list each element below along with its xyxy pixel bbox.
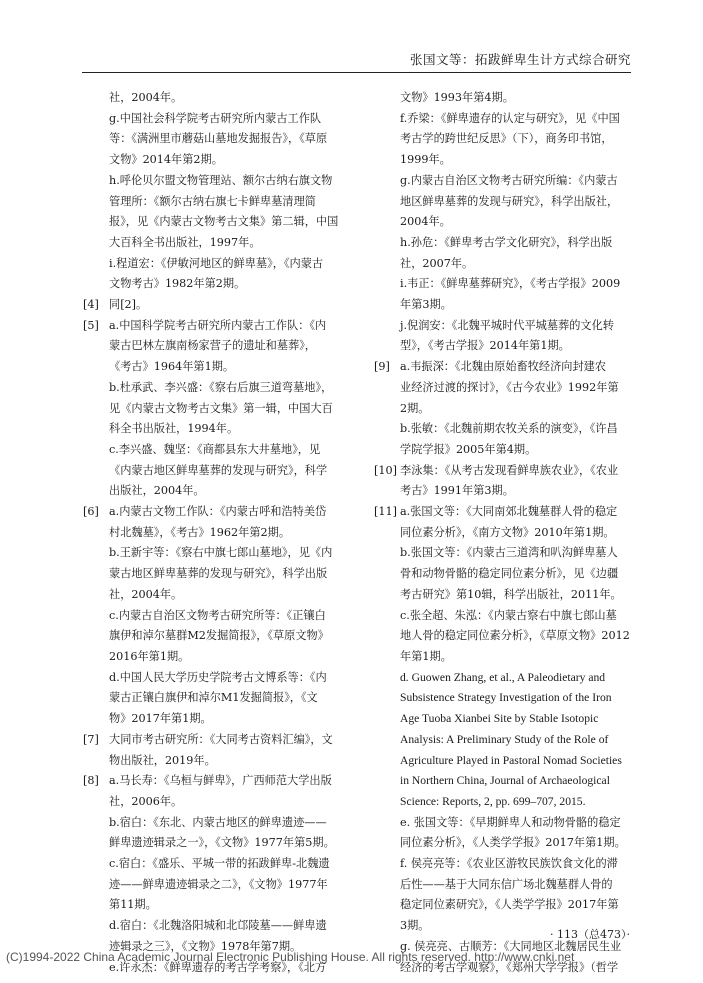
reference-line: 稳定同位素研究》，《人类学学报》2017年第 xyxy=(400,898,619,912)
reference-line: c.内蒙古自治区文物考古研究所等：《正镶白 xyxy=(109,608,326,622)
reference-line: b.王新宇等：《察右中旗七郎山墓地》，见《内 xyxy=(109,546,333,560)
reference-line: a.张国文等：《大同南郊北魏墓群人骨的稳定 xyxy=(400,505,618,519)
reference-entry xyxy=(374,233,636,274)
reference-line: 《内蒙古地区鲜卑墓葬的发现与研究》，科学 xyxy=(109,463,328,477)
reference-entry xyxy=(83,109,367,171)
reference-line: 地区鲜卑墓葬的发现与研究》，科学出版社， xyxy=(400,194,619,208)
reference-number xyxy=(83,543,109,605)
reference-text xyxy=(109,88,367,109)
reference-line: Subsistence Strategy Investigation of the Iron xyxy=(400,691,612,705)
reference-line: 2016年第1期。 xyxy=(109,649,190,663)
reference-line: g.中国社会科学院考古研究所内蒙古工作队 xyxy=(109,111,322,125)
reference-line: 地人骨的稳定同位素分析》，《草原文物》2012 xyxy=(400,629,630,643)
reference-entry xyxy=(83,378,367,440)
reference-entry xyxy=(83,254,367,295)
reference-entry xyxy=(83,316,367,378)
reference-text xyxy=(400,813,636,854)
reference-text xyxy=(109,543,367,605)
reference-text xyxy=(109,316,367,378)
reference-number xyxy=(374,813,400,854)
reference-line: 大百科全书出版社，1997年。 xyxy=(109,235,261,249)
reference-line: 年第3期。 xyxy=(400,298,452,312)
reference-line: 2004年。 xyxy=(400,215,451,229)
reference-line: 出版社，2004年。 xyxy=(109,484,205,498)
reference-number: [11] xyxy=(374,505,397,519)
reference-number xyxy=(83,440,109,502)
reference-line: b.杜承武、李兴盛：《察右后旗三道弯墓地》， xyxy=(109,380,333,394)
reference-line: j.倪润安：《北魏平城时代平城墓葬的文化转 xyxy=(400,318,614,332)
reference-line: 物出版社，2019年。 xyxy=(109,753,216,767)
reference-line: 文物》1993年第4期。 xyxy=(400,91,514,104)
reference-line: 文物考古》1982年第2期。 xyxy=(109,277,246,291)
reference-entry xyxy=(374,316,636,357)
reference-text xyxy=(109,771,367,812)
reference-line: e.许永杰：《鲜卑遗存的考古学考察》，《北方 xyxy=(109,960,327,974)
reference-line: e. 张国文等：《早期鲜卑人和动物骨骼的稳定 xyxy=(400,815,621,829)
reference-text xyxy=(400,668,636,813)
reference-text xyxy=(109,606,367,668)
reference-text xyxy=(109,109,367,171)
running-header xyxy=(0,48,703,72)
reference-line: g. 侯亮亮、古顺芳：《大同地区北魏居民生业 xyxy=(400,939,622,953)
reference-number: [4] xyxy=(83,298,99,312)
reference-number xyxy=(83,109,109,171)
reference-entry xyxy=(374,502,636,543)
reference-text xyxy=(400,461,636,502)
reference-number xyxy=(83,254,109,295)
reference-line: 考古》1991年第3期。 xyxy=(400,484,514,498)
reference-line: 社，2007年。 xyxy=(400,256,474,270)
reference-number xyxy=(374,606,400,668)
reference-text xyxy=(400,88,636,109)
reference-line: 《考古》1964年第1期。 xyxy=(109,360,235,374)
reference-line: 2期。 xyxy=(400,401,430,415)
reference-text xyxy=(109,854,367,916)
reference-line: g.内蒙古自治区文物考古研究所编：《内蒙古 xyxy=(400,173,618,187)
reference-number xyxy=(374,88,400,109)
reference-line: 蒙古巴林左旗南杨家营子的遗址和墓葬》， xyxy=(109,339,316,353)
reference-text xyxy=(400,233,636,274)
reference-line: 等：《满洲里市蘑菇山墓地发掘报告》，《草原 xyxy=(109,132,328,146)
reference-text xyxy=(109,813,367,854)
reference-number xyxy=(374,109,400,171)
reference-text xyxy=(400,171,636,233)
reference-line: h.呼伦贝尔盟文物管理站、额尔古纳右旗文物 xyxy=(109,173,333,187)
reference-line: 大同市考古研究所：《大同考古资料汇编》，文 xyxy=(109,732,333,746)
reference-text xyxy=(109,730,367,771)
reference-entry xyxy=(83,730,367,771)
reference-text xyxy=(400,316,636,357)
reference-line: 业经济过渡的探讨》，《古今农业》1992年第 xyxy=(400,380,619,394)
reference-number xyxy=(83,171,109,254)
reference-line: 型》，《考古学报》2014年第1期。 xyxy=(400,339,570,353)
reference-number xyxy=(83,668,109,730)
reference-entry xyxy=(374,813,636,854)
reference-line: f.乔梁：《鲜卑遗存的认定与研究》，见《中国 xyxy=(400,111,620,125)
reference-line: 3期。 xyxy=(400,919,430,933)
reference-number xyxy=(83,813,109,854)
reference-text xyxy=(109,502,367,543)
reference-line: 考古学的跨世纪反思》（下），商务印书馆， xyxy=(400,132,613,146)
reference-line: 1999年。 xyxy=(400,153,451,167)
reference-line: 见《内蒙古文物考古文集》第一辑，中国大百 xyxy=(109,401,333,415)
reference-entry xyxy=(374,543,636,605)
reference-line: 物》2017年第1期。 xyxy=(109,712,212,726)
reference-number xyxy=(374,668,400,813)
reference-number: [5] xyxy=(83,318,99,332)
reference-line: 社，2004年。 xyxy=(109,91,183,104)
reference-entry xyxy=(374,109,636,171)
reference-line: 社，2006年。 xyxy=(109,794,183,808)
reference-text xyxy=(109,668,367,730)
reference-entry xyxy=(83,854,367,916)
reference-number xyxy=(374,171,400,233)
reference-entry xyxy=(374,854,636,937)
reference-entry xyxy=(83,88,367,109)
reference-entry xyxy=(374,88,636,109)
reference-line: 李泳集：《从考古发现看鲜卑族农业》，《农业 xyxy=(400,463,619,477)
reference-number xyxy=(374,233,400,274)
reference-line: b.宿白：《东北、内蒙古地区的鲜卑遗迹—— xyxy=(109,815,327,829)
reference-line: 第11期。 xyxy=(109,898,157,912)
reference-line: 社，2004年。 xyxy=(109,587,183,601)
reference-line: c.张全超、朱泓：《内蒙古察右中旗七郎山墓 xyxy=(400,608,617,622)
reference-entry xyxy=(83,668,367,730)
reference-line: h.孙危：《鲜卑考古学文化研究》，科学出版 xyxy=(400,235,613,249)
reference-line: 蒙古正镶白旗伊和淖尔M1发掘简报》，《文 xyxy=(109,691,318,705)
reference-text xyxy=(109,171,367,254)
reference-text xyxy=(400,543,636,605)
reference-number: [10] xyxy=(374,463,397,477)
right-reference-column xyxy=(374,88,636,978)
reference-text xyxy=(109,254,367,295)
reference-line: 文物》2014年第2期。 xyxy=(109,153,223,167)
reference-text xyxy=(400,419,636,460)
reference-line: Analysis: A Preliminary Study of the Role of xyxy=(400,732,609,746)
reference-text xyxy=(109,295,367,316)
reference-entry xyxy=(374,357,636,419)
reference-number xyxy=(83,378,109,440)
reference-number: [7] xyxy=(83,732,99,746)
reference-line: Agriculture Played in Pastoral Nomad Societies xyxy=(400,753,622,767)
reference-number: [6] xyxy=(83,505,99,519)
reference-line: a.韦振深：《北魏由原始畜牧经济向封建农 xyxy=(400,360,607,374)
reference-line: 年第1期。 xyxy=(400,649,452,663)
reference-line: 同位素分析》，《人类学学报》2017年第1期。 xyxy=(400,836,626,850)
reference-line: 蒙古地区鲜卑墓葬的发现与研究》，科学出版 xyxy=(109,567,328,581)
reference-line: 骨和动物骨骼的稳定同位素分析》，见《边疆 xyxy=(400,567,619,581)
reference-line: c.宿白：《盛乐、平城一带的拓跋鲜卑-北魏遗 xyxy=(109,857,330,871)
reference-entry xyxy=(83,502,367,543)
reference-number xyxy=(374,854,400,937)
reference-text xyxy=(109,378,367,440)
reference-number xyxy=(374,274,400,315)
reference-number xyxy=(374,419,400,460)
reference-line: 学院学报》2005年第4期。 xyxy=(400,442,537,456)
reference-line: b.张国文等：《内蒙古三道湾和叭沟鲜卑墓人 xyxy=(400,546,618,560)
reference-line: 经济的考古学观察》，《郑州大学学报》（哲学 xyxy=(400,960,619,974)
reference-entry xyxy=(83,543,367,605)
reference-number: [8] xyxy=(83,774,99,788)
reference-number xyxy=(374,543,400,605)
reference-entry xyxy=(83,606,367,668)
reference-entry xyxy=(374,461,636,502)
reference-line: 后性——基于大同东信广场北魏墓群人骨的 xyxy=(400,877,613,891)
page-number: · 113（总473）· xyxy=(550,928,630,941)
reference-line: 迹辑录之三》，《文物》1978年第7期。 xyxy=(109,939,302,953)
reference-entry xyxy=(374,419,636,460)
reference-entry xyxy=(374,274,636,315)
reference-text xyxy=(400,854,636,937)
reference-line: c.李兴盛、魏坚：《商都县东大井墓地》，见 xyxy=(109,442,321,456)
reference-line: i.韦正：《鲜卑墓葬研究》，《考古学报》2009 xyxy=(400,277,621,291)
reference-number xyxy=(83,854,109,916)
reference-line: i.程道宏：《伊敏河地区的鲜卑墓》，《内蒙古 xyxy=(109,256,324,270)
reference-line: in Northern China, Journal of Archaeological xyxy=(400,774,610,788)
left-reference-column xyxy=(83,88,367,978)
reference-line: 同位素分析》，《南方文物》2010年第1期。 xyxy=(400,525,615,539)
reference-line: d. Guowen Zhang, et al., A Paleodietary and xyxy=(400,670,606,684)
reference-line: Science: Reports, 2, pp. 699–707, 2015. xyxy=(400,794,586,808)
reference-entry xyxy=(83,295,367,316)
reference-text xyxy=(400,109,636,171)
reference-line: 迹——鲜卑遗迹辑录之二》，《文物》1977年 xyxy=(109,877,328,891)
reference-line: 考古研究》第10辑，科学出版社，2011年。 xyxy=(400,587,622,601)
reference-number xyxy=(83,606,109,668)
reference-line: 同[2]。 xyxy=(109,298,148,312)
reference-line: d.中国人民大学历史学院考古文博系等：《内 xyxy=(109,670,327,684)
reference-line: 村北魏墓》，《考古》1962年第2期。 xyxy=(109,525,291,539)
reference-number xyxy=(374,316,400,357)
reference-entry xyxy=(374,606,636,668)
reference-line: a.中国科学院考古研究所内蒙古工作队：《内 xyxy=(109,318,327,332)
reference-number: [9] xyxy=(374,360,390,374)
reference-line: 科全书出版社，1994年。 xyxy=(109,422,239,436)
reference-text xyxy=(400,357,636,419)
reference-entry xyxy=(374,171,636,233)
reference-text xyxy=(109,440,367,502)
reference-line: 管理所：《额尔古纳右旗七卡鲜卑墓清理简 xyxy=(109,194,316,208)
reference-line: b.张敏：《北魏前期农牧关系的演变》，《许昌 xyxy=(400,422,618,436)
reference-entry xyxy=(83,813,367,854)
reference-text xyxy=(400,502,636,543)
header-rule xyxy=(82,72,631,73)
reference-line: a.内蒙古文物工作队：《内蒙古呼和浩特美岱 xyxy=(109,505,327,519)
reference-line: 报》，见《内蒙古文物考古文集》第二辑，中国 xyxy=(109,215,339,229)
reference-line: f. 侯亮亮等：《农业区游牧民族饮食文化的滞 xyxy=(400,857,618,871)
reference-entry xyxy=(374,668,636,813)
copyright-notice: (C)1994-2022 China Academic Journal Electronic Publishing House. All rights reserved. http://www.cnki.net xyxy=(6,950,575,964)
reference-line: Age Tuoba Xianbei Site by Stable Isotopic xyxy=(400,712,599,726)
reference-line: a.马长寿：《乌桓与鲜卑》，广西师范大学出版 xyxy=(109,774,332,788)
reference-line: 旗伊和淖尔墓群M2发掘简报》，《草原文物》 xyxy=(109,629,329,643)
reference-entry xyxy=(83,771,367,812)
reference-line: 鲜卑遗迹辑录之一》，《文物》1977年第5期。 xyxy=(109,836,335,850)
reference-text xyxy=(400,606,636,668)
reference-line: d.宿白：《北魏洛阳城和北邙陵墓——鲜卑遗 xyxy=(109,919,327,933)
header-title: 张国文等：拓跋鲜卑生计方式综合研究 xyxy=(409,52,631,67)
reference-entry xyxy=(83,440,367,502)
reference-number xyxy=(83,88,109,109)
reference-text xyxy=(400,274,636,315)
reference-entry xyxy=(83,171,367,254)
